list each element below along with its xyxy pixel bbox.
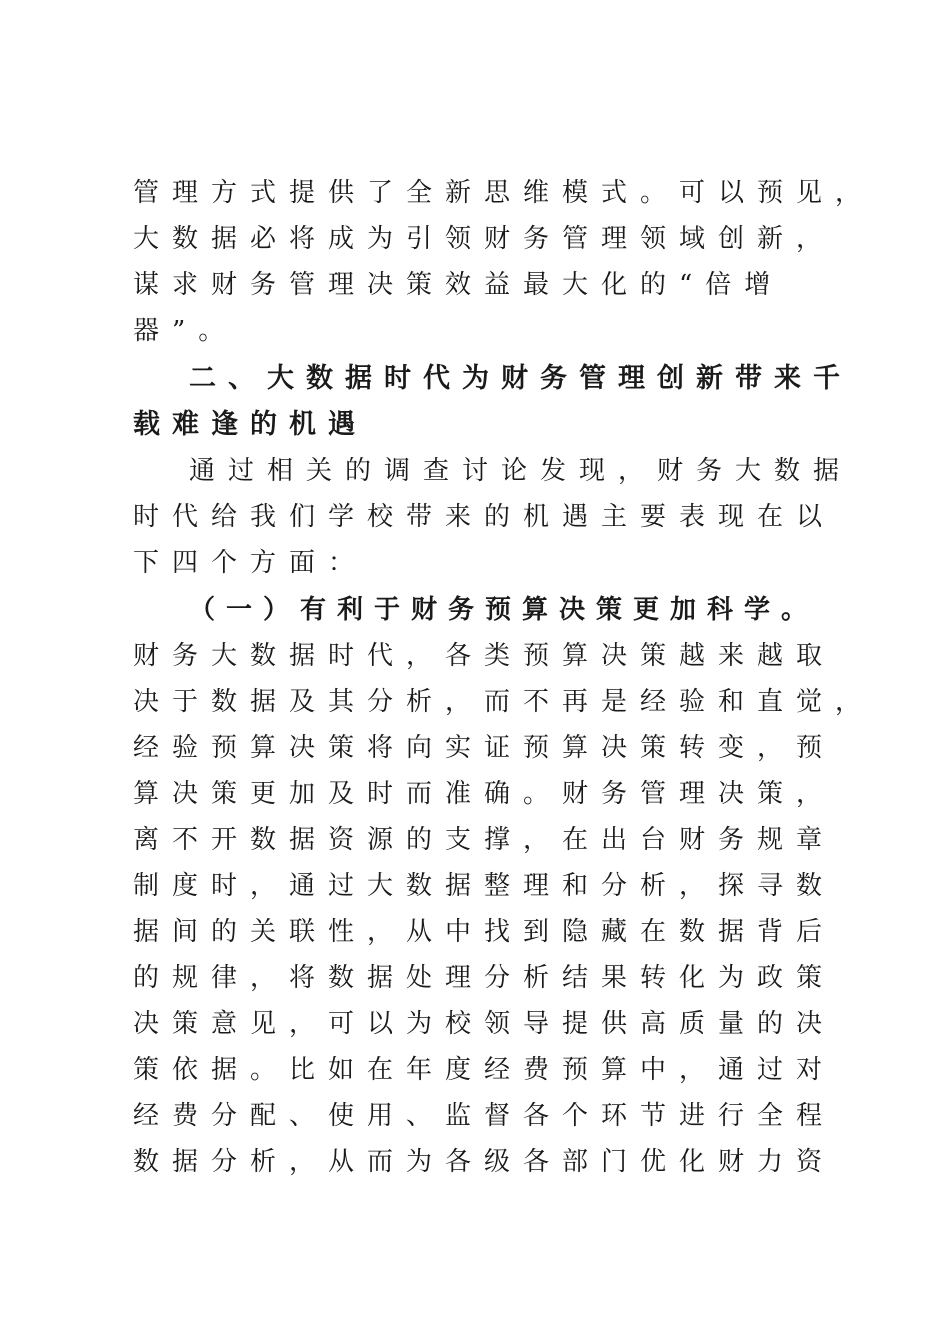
paragraph-line: 经费分配、使用、监督各个环节进行全程: [133, 1101, 836, 1131]
paragraph-line: 数据分析，从而为各级各部门优化财力资: [133, 1147, 836, 1177]
paragraph-line: 谋求财务管理决策效益最大化的“倍增: [133, 270, 784, 300]
paragraph-line: 据间的关联性，从中找到隐藏在数据背后: [133, 917, 836, 947]
paragraph-line: 离不开数据资源的支撑，在出台财务规章: [133, 825, 836, 855]
paragraph-line: 下四个方面：: [133, 548, 368, 578]
paragraph-line: 的规律，将数据处理分析结果转化为政策: [133, 963, 836, 993]
paragraph-line: 时代给我们学校带来的机遇主要表现在以: [133, 502, 836, 532]
paragraph-line: 策依据。比如在年度经费预算中，通过对: [133, 1055, 836, 1085]
section-heading: 二、大数据时代为财务管理创新带来千: [189, 363, 852, 394]
paragraph-line: 决策意见，可以为校领导提供高质量的决: [133, 1009, 836, 1039]
paragraph-line: 通过相关的调查讨论发现，财务大数据: [189, 456, 853, 486]
subsection-heading: （一）有利于财务预算决策更加科学。: [189, 595, 819, 625]
paragraph-line: 大数据必将成为引领财务管理领域创新，: [133, 224, 836, 254]
paragraph-line: 经验预算决策将向实证预算决策转变，预: [133, 733, 836, 763]
paragraph-line: 器”。: [133, 316, 238, 346]
paragraph-line: 制度时，通过大数据整理和分析，探寻数: [133, 871, 836, 901]
paragraph-line: 算决策更加及时而准确。财务管理决策，: [133, 779, 836, 809]
paragraph-line: 财务大数据时代，各类预算决策越来越取: [133, 641, 836, 671]
section-heading: 载难逢的机遇: [133, 409, 367, 440]
paragraph-line: 管理方式提供了全新思维模式。可以预见，: [133, 178, 875, 208]
paragraph-line: 决于数据及其分析，而不再是经验和直觉，: [133, 687, 875, 717]
